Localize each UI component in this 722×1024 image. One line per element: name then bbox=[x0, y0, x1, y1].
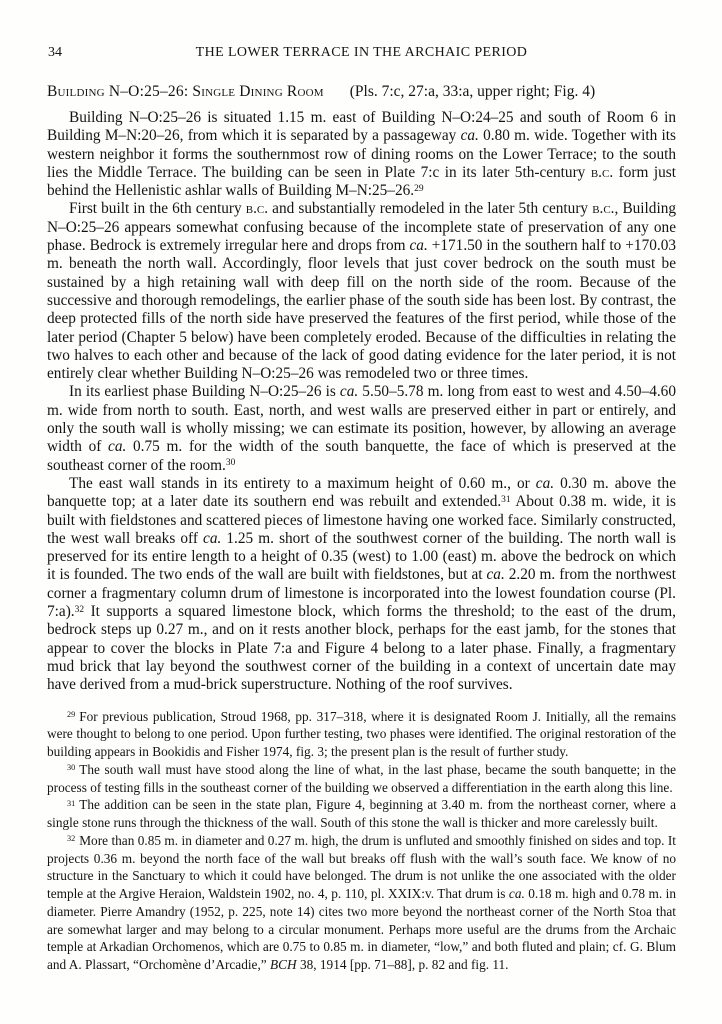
footnote-number: 30 bbox=[67, 763, 76, 773]
footnote-number: 32 bbox=[67, 834, 76, 844]
page-number: 34 bbox=[48, 45, 62, 60]
footnote bbox=[47, 708, 676, 761]
footnote-text: The south wall must have stood along the line of what, in the last phase, became the south banquette; in the process of testing fills in the southeast corner of the building we observed a differentiation in the earth along this line. bbox=[47, 761, 676, 795]
paragraph: In its earliest phase Building N–O:25–26 is ca. 5.50–5.78 m. long from east to west and 4.50–4.60 m. wide from north to south. East, north, and west walls are preserved either in part or entirely, and only the south wall is wholly missing; we can estimate its position, however, by allowing an average width of ca. 0.75 m. for the width of the south banquette, the face of which is preserved at the southeast corner of the room.$^{30}$ bbox=[47, 383, 676, 474]
footnote bbox=[47, 761, 676, 797]
paragraph: Building N–O:25–26 is situated 1.15 m. east of Building N–O:24–25 and south of Room 6 in Building M–N:20–26, from which it is separated by a passageway ca. 0.80 m. wide. Together with its western neighbor it forms the southernmost row of dining rooms on the Lower Terrace; to the south lies the Middle Terrace. The building can be seen in Plate 7:c in its later 5th-century b.c. form just behind the Hellenistic ashlar walls of Building M–N:25–26.29 bbox=[47, 109, 677, 200]
footnote-text: More than 0.85 m. in diameter and 0.27 m. high, the drum is unfluted and smoothly finished on sides and top. It projects 0.36 m. beyond the north face of the wall but breaks off flush with the wall’s south face. We know of no structure in the Sanctuary to which it could have belonged. The drum is not unlike the one associated with the older temple at the Argive Heraion, Waldstein 1902, no. 4, p. 110, pl. XXIX:v. That drum is ca. 0.18 m. high and 0.78 m. in diameter. Pierre Amandry (1952, p. 225, note 14) cites two more beyond the northeast corner of the North Stoa that are somewhat larger and may belong to a circular monument. Perhaps more useful are the drums from the Archaic temple at Arkadian Orchomenos, which are 0.75 to 0.85 m. in diameter, “low,” and both fluted and plain; cf. G. Blum and A. Plassart, “Orchomène d’Arcadie,” BCH 38, 1914 [pp. 71–88], p. 82 and fig. 11. bbox=[47, 832, 676, 972]
running-head-title: THE LOWER TERRACE IN THE ARCHAIC PERIOD bbox=[195, 45, 528, 60]
section-heading-plate-refs: (Pls. 7:c, 27:a, 33:a, upper right; Fig. 4) bbox=[349, 83, 596, 100]
footnote-text: For previous publication, Stroud 1968, pp. 317–318, where it is designated Room J. Initially, all the remains were thought to belong to one period. Upon further testing, two phases were identified. The original restoration of the building appears in Bookidis and Fisher 1974, fig. 3; the present plan is the result of further study. bbox=[47, 708, 676, 759]
footnote bbox=[47, 832, 676, 974]
running-header bbox=[47, 44, 676, 62]
section-heading bbox=[47, 82, 676, 102]
section-heading-title: Building N–O:25–26: Single Dining Room bbox=[47, 83, 324, 100]
paragraph: First built in the 6th century b.c. and substantially remodeled in the later 5th century b.c., Building N–O:25–26 appears somewhat confusing because of the incomplete state of preservation of any one phase. Bedrock is extremely irregular here and drops from ca. +171.50 in the southern half to +170.03 m. beneath the north wall. Accordingly, floor levels that just cover bedrock on the south must be sustained by a high retaining wall with deep fill on the north side of the room. Because of the successive and thorough remodelings, the earlier phase of the south side has been lost. By contrast, the deep protected fills of the north side have preserved the features of the first period, while those of the later period (Chapter 5 below) have been completely eroded. Because of the difficulties in relating the two halves to each other and because of the lack of good dating evidence for the later period, it is not entirely clear whether Building N–O:25–26 was remodeled two or three times. bbox=[47, 200, 676, 383]
footnote bbox=[47, 796, 676, 832]
body-text bbox=[47, 109, 676, 695]
footnote-text: The addition can be seen in the state plan, Figure 4, beginning at 3.40 m. from the northeast corner, where a single stone runs through the thickness of the wall. South of this stone the wall is thicker and more carelessly built. bbox=[47, 797, 676, 830]
footnotes bbox=[47, 708, 676, 974]
footnote-number: 29 bbox=[67, 709, 76, 719]
paragraph: The east wall stands in its entirety to a maximum height of 0.60 m., or ca. 0.30 m. above the banquette top; at a later date its southern end was rebuilt and extended.$^{31}$ About 0.38 m. wide, it is built with fieldstones and scattered pieces of limestone having one worked face. Similarly constructed, the west wall breaks off ca. 1.25 m. short of the southwest corner of the building. The north wall is preserved for its entire length to a height of 0.35 (west) to 1.00 (east) m. above the bedrock on which it is founded. The two ends of the wall are built with fieldstones, but at ca. 2.20 m. from the northwest corner a fragmentary column drum of limestone is incorporated into the lowest foundation course (Pl. 7:a).$^{32}$ It supports a squared limestone block, which forms the threshold; to the east of the drum, bedrock steps up 0.27 m., and on it rests another block, perhaps for the east jamb, for the stones that appear to cover the blocks in Plate 7:a and Figure 4 belong to a later phase. Finally, a fragmentary mud brick that lay beyond the southwest corner of the building in a context of uncertain date may have derived from a mud-brick superstructure. Nothing of the roof survives. bbox=[47, 474, 677, 694]
footnote-number: 31 bbox=[67, 798, 76, 808]
